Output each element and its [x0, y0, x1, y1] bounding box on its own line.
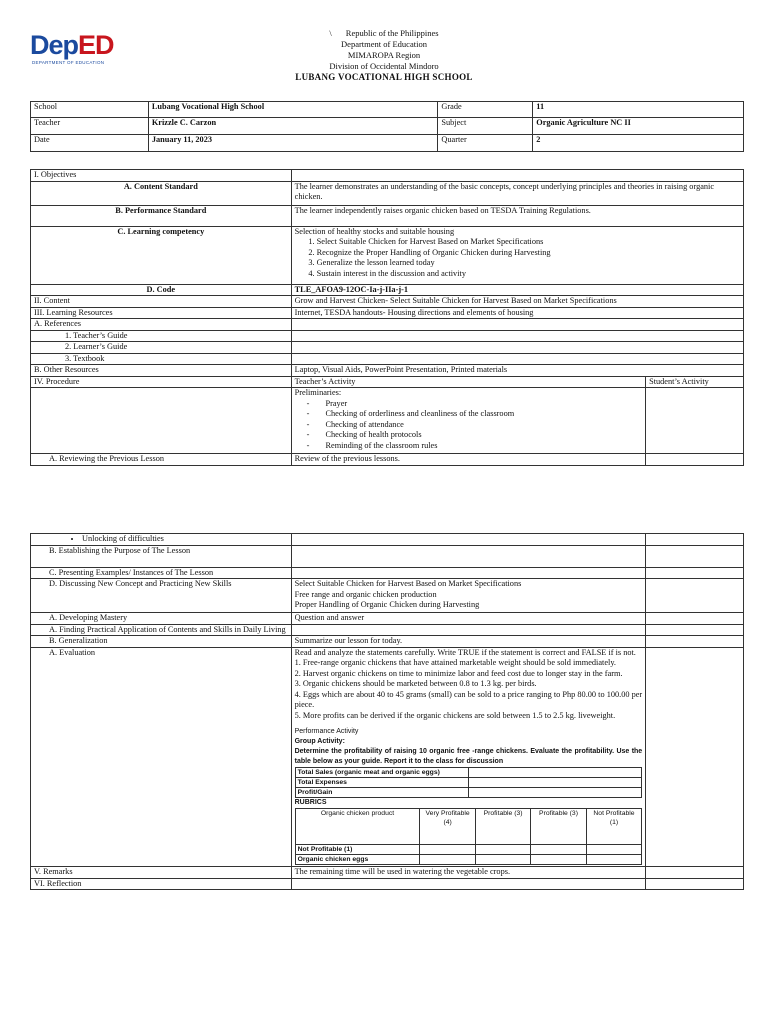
references-empty — [291, 319, 743, 331]
mastery-label: A. Developing Mastery — [31, 613, 292, 625]
resources-label: III. Learning Resources — [31, 307, 292, 319]
reference-textbook: 3. Textbook — [31, 353, 292, 365]
reviewing-label: A. Reviewing the Previous Lesson — [31, 454, 292, 466]
sales-row-value — [468, 768, 641, 778]
school-value: Lubang Vocational High School — [148, 102, 438, 118]
preliminary-item: - Checking of orderliness and cleanliness of the classroom — [307, 409, 642, 420]
preliminary-item: - Reminding of the classroom rules — [307, 441, 642, 452]
rubric-cell — [475, 845, 530, 855]
preliminaries-empty — [31, 388, 292, 454]
student-empty — [646, 388, 744, 454]
reference-empty — [291, 342, 743, 354]
content-value: Grow and Harvest Chicken- Select Suitable Chicken for Harvest Based on Market Specifications — [291, 296, 743, 308]
reference-empty — [291, 353, 743, 365]
objectives-empty — [291, 170, 743, 182]
performance-activity-label: Performance Activity — [294, 728, 359, 735]
preliminaries-cell — [291, 388, 645, 454]
rubric-header: Organic chicken product — [295, 809, 420, 845]
rubric-cell — [420, 845, 475, 855]
date-value: January 11, 2023 — [148, 135, 438, 152]
header-line-republic: \ Republic of the Philippines — [329, 28, 439, 38]
empty-cell — [291, 624, 646, 636]
teacher-activity-header: Teacher’s Activity — [291, 376, 645, 388]
empty-cell — [646, 613, 744, 625]
header-line-division: Division of Occidental Mindoro — [329, 61, 439, 71]
preliminary-item: - Checking of health protocols — [307, 430, 642, 441]
empty-cell — [646, 878, 744, 890]
empty-cell — [646, 647, 744, 867]
subject-label: Subject — [438, 118, 533, 135]
empty-cell — [291, 878, 646, 890]
mastery-value: Question and answer — [291, 613, 646, 625]
establishing-label: B. Establishing the Purpose of The Lesson — [31, 545, 292, 567]
empty-cell — [646, 867, 744, 879]
rubric-header: Not Profitable (1) — [586, 809, 641, 845]
resources-value: Internet, TESDA handouts- Housing directions and elements of housing — [291, 307, 743, 319]
reference-teachers-guide: 1. Teacher’s Guide — [31, 330, 292, 342]
evaluation-item: 1. Free-range organic chickens that have attained marketable weight should be sold immediately. — [294, 658, 617, 667]
empty-cell — [646, 636, 744, 648]
sales-row-value — [468, 788, 641, 798]
code-value: TLE_AFOA9-12OC-Ia-j-IIa-j-1 — [291, 284, 743, 296]
discussing-line: Proper Handling of Organic Chicken during Harvesting — [294, 600, 480, 609]
competency-item: 3. Generalize the lesson learned today — [317, 258, 740, 269]
document-header — [0, 28, 768, 83]
competency-item: 4. Sustain interest in the discussion and activity — [317, 269, 740, 280]
empty-cell — [291, 545, 646, 567]
code-label: D. Code — [31, 284, 292, 296]
evaluation-label: A. Evaluation — [31, 647, 292, 867]
quarter-label: Quarter — [438, 135, 533, 152]
group-activity-label: Group Activity: — [294, 738, 345, 745]
preliminary-item: - Checking of attendance — [307, 420, 642, 431]
preliminaries-label: Preliminaries: — [294, 388, 342, 397]
date-label: Date — [31, 135, 149, 152]
sales-table — [295, 767, 643, 798]
empty-cell — [646, 579, 744, 613]
empty-cell — [646, 545, 744, 567]
grade-value: 11 — [533, 102, 744, 118]
rubric-cell — [586, 845, 641, 855]
rubric-row-label: Organic chicken eggs — [295, 855, 420, 865]
objectives-label: I. Objectives — [31, 170, 292, 182]
rubric-cell — [420, 855, 475, 865]
sales-row-label: Total Expenses — [295, 778, 468, 788]
competency-item: 1. Select Suitable Chicken for Harvest Based on Market Specifications — [317, 237, 740, 248]
empty-cell — [291, 534, 646, 546]
references-label: A. References — [31, 319, 292, 331]
unlocking-item: • Unlocking of difficulties — [82, 534, 288, 545]
procedure-label: IV. Procedure — [31, 376, 292, 388]
group-activity-text: Determine the profitability of raising 10 organic free -range chickens. Evaluate the profitability. Use the table below as your guide. Report it to the class for discussion — [294, 748, 643, 765]
teacher-value: Krizzle C. Carzon — [148, 118, 438, 135]
discussing-label: D. Discussing New Concept and Practicing New Skills — [31, 579, 292, 613]
rubrics-label: RUBRICS — [294, 799, 327, 806]
performance-standard-value: The learner independently raises organic chicken based on TESDA Training Regulations. — [291, 205, 743, 226]
preliminary-item: - Prayer — [307, 399, 642, 410]
student-activity-header: Student’s Activity — [646, 376, 744, 388]
remarks-value: The remaining time will be used in watering the vegetable crops. — [291, 867, 646, 879]
rubric-cell — [586, 855, 641, 865]
school-label: School — [31, 102, 149, 118]
learning-competency-value — [291, 226, 743, 284]
evaluation-item: 5. More profits can be derived if the organic chickens are sold between 1.5 to 2.5 kg. liveweight. — [294, 710, 616, 720]
reflection-label: VI. Reflection — [31, 878, 292, 890]
unlocking-list — [34, 534, 288, 545]
rubric-cell — [531, 855, 586, 865]
reference-learners-guide: 2. Learner’s Guide — [31, 342, 292, 354]
performance-standard-label: B. Performance Standard — [31, 205, 292, 226]
presenting-label: C. Presenting Examples/ Instances of The Lesson — [31, 567, 292, 579]
teacher-label: Teacher — [31, 118, 149, 135]
grade-label: Grade — [438, 102, 533, 118]
generalization-value: Summarize our lesson for today. — [291, 636, 646, 648]
unlocking-cell — [31, 534, 292, 546]
deped-logo-subtitle: DEPARTMENT OF EDUCATION — [32, 60, 105, 65]
school-title: LUBANG VOCATIONAL HIGH SCHOOL — [295, 72, 473, 82]
sales-row-label: Profit/Gain — [295, 788, 468, 798]
rubric-row-label: Not Profitable (1) — [295, 845, 420, 855]
quarter-value: 2 — [533, 135, 744, 152]
evaluation-item: 3. Organic chickens should be marketed between 0.8 to 1.3 kg. per birds. — [294, 679, 537, 688]
evaluation-intro: Read and analyze the statements carefully. Write TRUE if the statement is correct and FALSE if is not. — [294, 647, 636, 657]
content-label: II. Content — [31, 296, 292, 308]
rubrics-table — [295, 808, 643, 865]
learning-competency-label: C. Learning competency — [31, 226, 292, 284]
rubric-cell — [475, 855, 530, 865]
evaluation-item: 4. Eggs which are about 40 to 45 grams (small) can be sold to a price ranging to Php 80.00 to 100.00 per piece. — [294, 689, 643, 709]
discussing-line: Select Suitable Chicken for Harvest Based on Market Specifications — [294, 579, 522, 588]
info-table — [30, 101, 744, 152]
competency-item: 2. Recognize the Proper Handling of Organic Chicken during Harvesting — [317, 248, 740, 259]
deped-logo-text: DepED — [30, 30, 114, 60]
rubric-header: Very Profitable (4) — [420, 809, 475, 845]
rubric-header: Profitable (3) — [475, 809, 530, 845]
generalization-label: B. Generalization — [31, 636, 292, 648]
lesson-plan-table-continued — [30, 533, 744, 890]
empty-cell — [646, 567, 744, 579]
preliminaries-list — [295, 399, 642, 452]
rubric-cell — [531, 845, 586, 855]
remarks-label: V. Remarks — [31, 867, 292, 879]
empty-cell — [646, 534, 744, 546]
header-line-region: MIMAROPA Region — [347, 50, 421, 60]
student-empty — [646, 454, 744, 466]
content-standard-label: A. Content Standard — [31, 181, 292, 205]
competency-intro: Selection of healthy stocks and suitable housing — [294, 226, 455, 236]
subject-value: Organic Agriculture NC II — [533, 118, 744, 135]
discussing-line: Free range and organic chicken production — [294, 589, 437, 599]
evaluation-value — [291, 647, 646, 867]
other-resources-value: Laptop, Visual Aids, PowerPoint Presentation, Printed materials — [291, 365, 743, 377]
header-line-department: Department of Education — [341, 39, 427, 49]
reference-empty — [291, 330, 743, 342]
reviewing-value: Review of the previous lessons. — [291, 454, 645, 466]
sales-row-label: Total Sales (organic meat and organic eggs) — [295, 768, 468, 778]
lesson-plan-table — [30, 169, 744, 466]
evaluation-item: 2. Harvest organic chickens on time to minimize labor and feed cost due to longer stay in the farm. — [294, 668, 623, 678]
practical-label: A. Finding Practical Application of Contents and Skills in Daily Living — [31, 624, 292, 636]
rubric-header: Profitable (3) — [531, 809, 586, 845]
content-standard-value: The learner demonstrates an understanding of the basic concepts, concept underlying principles and theories in raising organic chicken. — [291, 181, 743, 205]
competency-list — [295, 237, 740, 279]
sales-row-value — [468, 778, 641, 788]
discussing-value — [291, 579, 646, 613]
empty-cell — [646, 624, 744, 636]
other-resources-label: B. Other Resources — [31, 365, 292, 377]
empty-cell — [291, 567, 646, 579]
